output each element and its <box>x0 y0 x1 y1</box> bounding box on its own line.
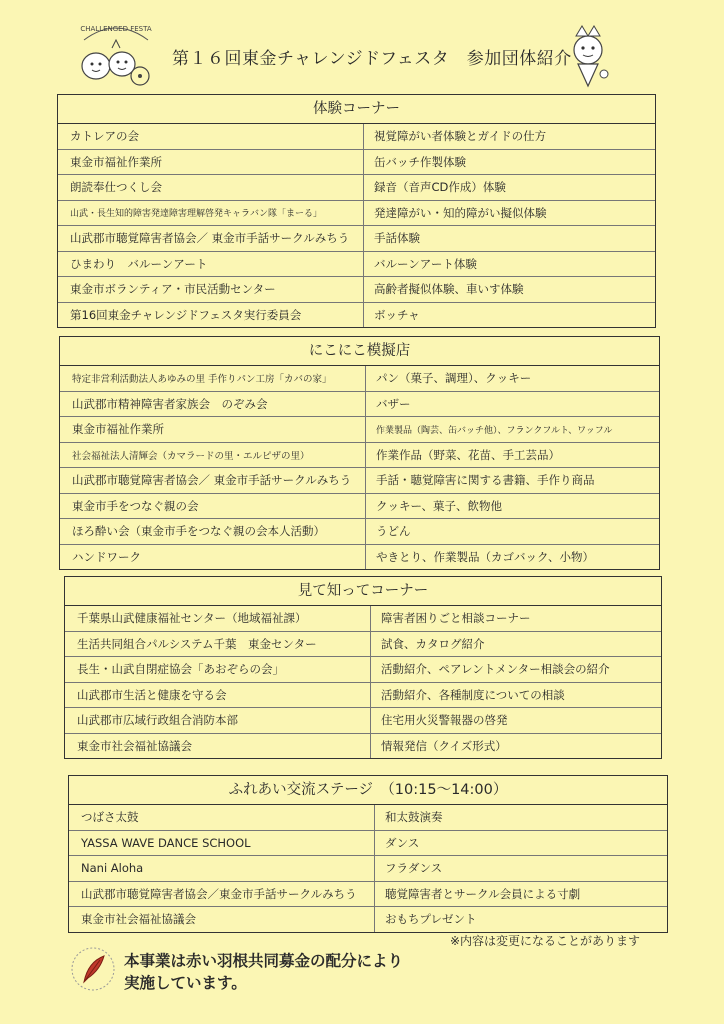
group-name: 山武郡市精神障害者家族会 のぞみ会 <box>60 392 366 417</box>
footer-line-2: 実施しています。 <box>124 974 247 992</box>
table-row <box>60 545 659 570</box>
table-row <box>60 417 659 443</box>
mascot-flower-icon <box>568 24 612 94</box>
group-name: カトレアの会 <box>58 124 364 149</box>
group-name: 山武・長生知的障害発達障害理解啓発キャラバン隊「まーる」 <box>58 201 364 226</box>
participant-table <box>65 606 661 758</box>
activity: 作業作品（野菜、花苗、手工芸品） <box>376 447 560 462</box>
table-row <box>69 882 667 908</box>
group-name: 東金市社会福祉協議会 <box>69 907 375 932</box>
group-name: 山武郡市広域行政組合消防本部 <box>65 708 371 733</box>
footer-message <box>124 950 403 994</box>
table-row <box>58 150 655 176</box>
activity: 試食、カタログ紹介 <box>381 636 485 651</box>
table-row <box>65 606 661 632</box>
participant-table <box>69 805 667 932</box>
page-title: 第１６回東金チャレンジドフェスタ 参加団体紹介 <box>172 49 572 69</box>
table-row <box>58 277 655 303</box>
participant-table <box>58 124 655 327</box>
section-title: にこにこ模擬店 <box>60 337 659 366</box>
table-row <box>60 494 659 520</box>
group-name: 山武郡市聴覚障害者協会／ 東金市手話サークルみちう <box>60 468 366 493</box>
activity: 情報発信（クイズ形式） <box>381 738 507 753</box>
group-name: 東金市ボランティア・市民活動センター <box>58 277 364 302</box>
group-name: 特定非営利活動法人あゆみの里 手作りパン工房「カバの家」 <box>60 366 366 391</box>
activity: 障害者困りごと相談コーナー <box>381 611 531 626</box>
activity: 手話・聴覚障害に関する書籍、手作り商品 <box>376 473 595 488</box>
table-row <box>58 175 655 201</box>
group-name: 生活共同組合パルシステム千葉 東金センター <box>65 632 371 657</box>
activity: 缶バッチ作製体験 <box>374 154 466 169</box>
section-taiken-corner <box>57 94 656 328</box>
table-row <box>65 683 661 709</box>
activity: パン（菓子、調理）、クッキー <box>376 371 532 386</box>
table-row <box>69 805 667 831</box>
activity: 手話体験 <box>374 231 420 246</box>
activity: バルーンアート体験 <box>374 256 477 271</box>
group-name: 長生・山武自閉症協会「あおぞらの会」 <box>65 657 371 682</box>
table-row <box>58 124 655 150</box>
activity: 聴覚障害者とサークル会員による寸劇 <box>385 886 581 901</box>
section-title: 見て知ってコーナー <box>65 577 661 606</box>
group-name: 東金市社会福祉協議会 <box>65 734 371 759</box>
group-name: ハンドワーク <box>60 545 366 570</box>
section-title: ふれあい交流ステージ （10:15～14:00） <box>69 776 667 805</box>
svg-text:CHALLENGED FESTA: CHALLENGED FESTA <box>80 25 152 33</box>
table-row <box>69 856 667 882</box>
change-notice: ※内容は変更になることがあります <box>450 934 641 948</box>
table-row <box>58 226 655 252</box>
table-row <box>60 468 659 494</box>
table-row <box>60 519 659 545</box>
group-name: 第16回東金チャレンジドフェスタ実行委員会 <box>58 303 364 328</box>
group-name: 山武郡市聴覚障害者協会／ 東金市手話サークルみちう <box>58 226 364 251</box>
section-mite-shitte-corner <box>64 576 662 759</box>
table-row <box>58 303 655 328</box>
activity: ボッチャ <box>374 307 420 322</box>
section-fureai-stage <box>68 775 668 933</box>
mascot-characters-icon <box>76 18 156 88</box>
group-name: 東金市福祉作業所 <box>60 417 366 442</box>
red-feather-icon <box>70 946 116 992</box>
group-name: Nani Aloha <box>69 856 375 881</box>
activity: 高齢者擬似体験、車いす体験 <box>374 282 524 297</box>
participant-table <box>60 366 659 569</box>
activity: 発達障がい・知的障がい擬似体験 <box>374 205 547 220</box>
table-row <box>60 392 659 418</box>
activity: おもちプレゼント <box>385 912 477 927</box>
group-name: 東金市福祉作業所 <box>58 150 364 175</box>
activity: うどん <box>376 524 411 539</box>
group-name: 山武郡市聴覚障害者協会／東金市手話サークルみちう <box>69 882 375 907</box>
table-row <box>60 443 659 469</box>
footer-line-1: 本事業は赤い羽根共同募金の配分により <box>124 952 404 970</box>
activity: フラダンス <box>385 861 443 876</box>
group-name: 千葉県山武健康福祉センター（地域福祉課） <box>65 606 371 631</box>
activity: バザー <box>376 396 411 411</box>
table-row <box>65 632 661 658</box>
header <box>0 18 724 88</box>
table-row <box>65 708 661 734</box>
table-row <box>58 201 655 227</box>
group-name: つばさ太鼓 <box>69 805 375 830</box>
section-title: 体験コーナー <box>58 95 655 124</box>
section-nikoniko-shop <box>59 336 660 570</box>
activity: やきとり、作業製品（カゴバック、小物） <box>376 549 595 564</box>
activity: 作業製品（陶芸、缶バッチ他）、フランクフルト、ワッフル <box>376 425 613 436</box>
group-name: 山武郡市生活と健康を守る会 <box>65 683 371 708</box>
activity: ダンス <box>385 835 420 850</box>
activity: クッキー、菓子、飲物他 <box>376 498 503 513</box>
activity: 活動紹介、ペアレントメンター相談会の紹介 <box>381 662 610 677</box>
group-name: ほろ酔い会（東金市手をつなぐ親の会本人活動） <box>60 519 366 544</box>
group-name: 社会福祉法人清輝会（カマラードの里・エルピザの里） <box>60 443 366 468</box>
group-name: 東金市手をつなぐ親の会 <box>60 494 366 519</box>
table-row <box>69 831 667 857</box>
activity: 視覚障がい者体験とガイドの仕方 <box>374 129 547 144</box>
group-name: 朗読奉仕つくし会 <box>58 175 364 200</box>
table-row <box>69 907 667 932</box>
activity: 録音（音声CD作成）体験 <box>374 180 506 195</box>
table-row <box>65 657 661 683</box>
activity: 和太鼓演奏 <box>385 810 443 825</box>
activity: 住宅用火災警報器の啓発 <box>381 713 508 728</box>
group-name: YASSA WAVE DANCE SCHOOL <box>69 831 375 856</box>
table-row <box>60 366 659 392</box>
table-row <box>65 734 661 759</box>
table-row <box>58 252 655 278</box>
activity: 活動紹介、各種制度についての相談 <box>381 687 565 702</box>
group-name: ひまわり バルーンアート <box>58 252 364 277</box>
